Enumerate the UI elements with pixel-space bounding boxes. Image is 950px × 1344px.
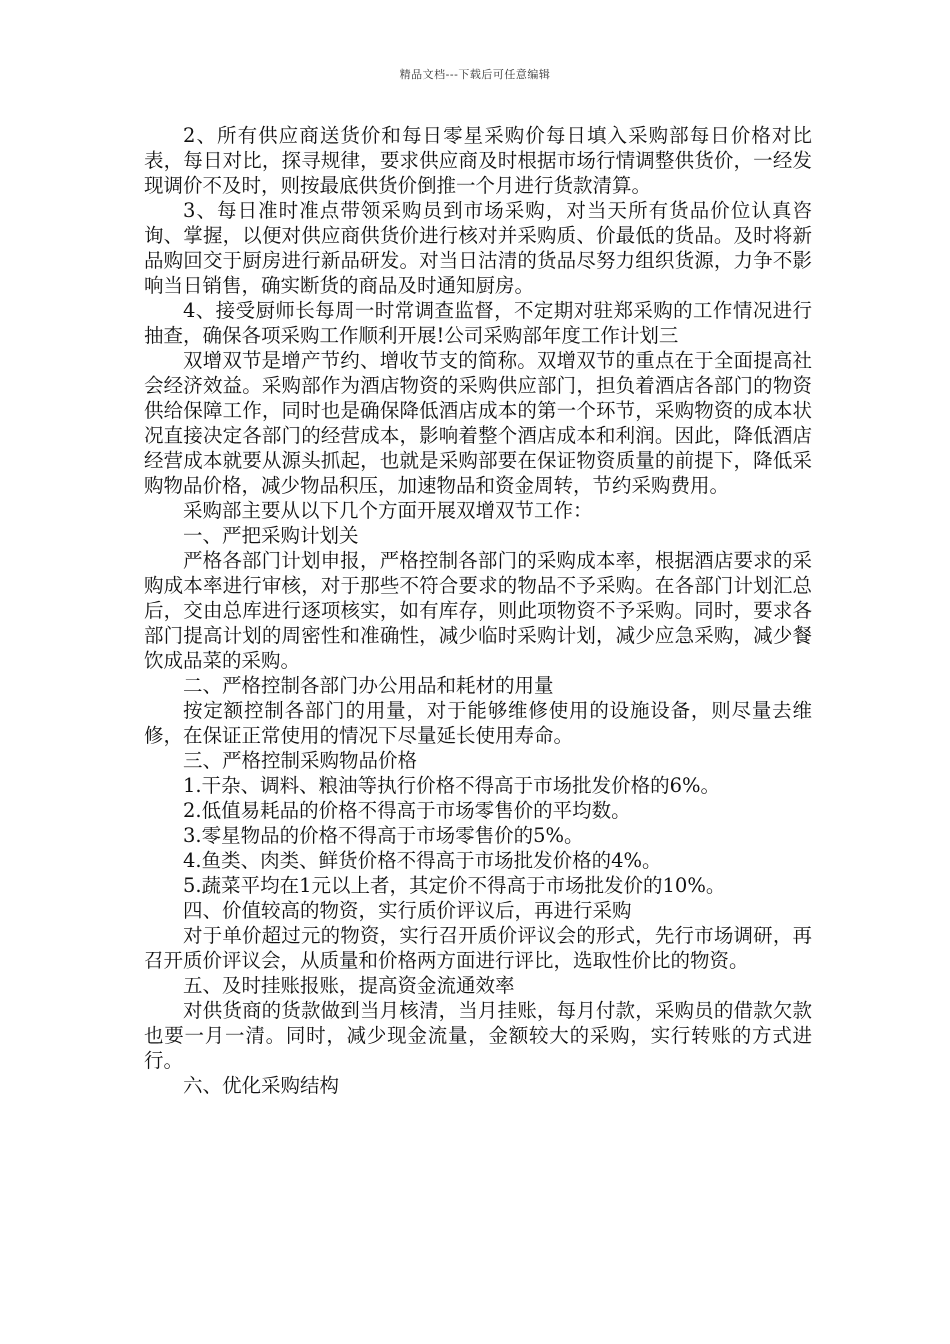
paragraph-chef-supervision: 4、接受厨师长每周一时常调查监督，不定期对驻郑采购的工作情况进行抽查，确保各项采购工作顺利开展!公司采购部年度工作计划三 (144, 299, 812, 347)
section-heading-5: 五、及时挂账报账，提高资金流通效率 (183, 974, 515, 997)
paragraph-work-aspects: 采购部主要从以下几个方面开展双增双节工作： (183, 499, 593, 522)
paragraph-quota-control: 按定额控制各部门的用量，对于能够维修使用的设施设备，则尽量去维修，在保证正常使用的情况下尽量延长使用寿命。 (144, 699, 812, 747)
list-item-price-rule-4: 4.鱼类、肉类、鲜货价格不得高于市场批发价格的4%。 (183, 849, 662, 872)
section-heading-3: 三、严格控制采购物品价格 (183, 749, 418, 772)
paragraph-plan-review: 严格各部门计划申报，严格控制各部门的采购成本率，根据酒店要求的采购成本率进行审核，对于那些不符合要求的物品不予采购。在各部门计划汇总后，交由总库进行逐项核实，如有库存，则此项物资不予采购。同时，要求各部门提高计划的周密性和准确性，减少临时采购计划，减少应急采购，减少餐饮成品菜的采购。 (144, 549, 812, 672)
paragraph-quality-price-review: 对于单价超过元的物资，实行召开质价评议会的形式，先行市场调研，再召开质价评议会，从质量和价格两方面进行评比，选取性价比的物资。 (144, 924, 812, 972)
section-heading-6: 六、优化采购结构 (183, 1074, 340, 1097)
section-heading-1: 一、严把采购计划关 (183, 524, 359, 547)
section-heading-2: 二、严格控制各部门办公用品和耗材的用量 (183, 674, 554, 697)
paragraph-supplier-price-comparison: 2、所有供应商送货价和每日零星采购价每日填入采购部每日价格对比表，每日对比，探寻规律，要求供应商及时根据市场行情调整供货价，一经发现调价不及时，则按最底供货价倒推一个月进行货款清算。 (144, 124, 812, 197)
document-body (144, 123, 812, 1098)
section-heading-4: 四、价值较高的物资，实行质价评议后，再进行采购 (183, 899, 632, 922)
paragraph-double-increase-intro: 双增双节是增产节约、增收节支的简称。双增双节的重点在于全面提高社会经济效益。采购部作为酒店物资的采购供应部门，担负着酒店各部门的物资供给保障工作，同时也是确保降低酒店成本的第一个环节，采购物资的成本状况直接决定各部门的经营成本，影响着整个酒店成本和利润。因此，降低酒店经营成本就要从源头抓起，也就是采购部要在保证物资质量的前提下，降低采购物品价格，减少物品积压，加速物品和资金周转，节约采购费用。 (144, 349, 812, 497)
list-item-price-rule-5: 5.蔬菜平均在1元以上者，其定价不得高于市场批发价的10%。 (183, 874, 726, 897)
paragraph-payment-settlement: 对供货商的货款做到当月核清，当月挂账，每月付款，采购员的借款欠款也要一月一清。同时，减少现金流量，金额较大的采购，实行转账的方式进行。 (144, 999, 812, 1072)
list-item-price-rule-2: 2.低值易耗品的价格不得高于市场零售价的平均数。 (183, 799, 631, 822)
page-header: 精品文档---下载后可任意编辑 (399, 68, 551, 81)
paragraph-daily-market-purchase: 3、每日准时准点带领采购员到市场采购，对当天所有货品价位认真咨询、掌握，以便对供应商供货价进行核对并采购质、价最低的货品。及时将新品购回交于厨房进行新品研发。对当日沽清的货品尽努力组织货源，力争不影响当日销售，确实断货的商品及时通知厨房。 (144, 199, 812, 297)
list-item-price-rule-1: 1.干杂、调料、粮油等执行价格不得高于市场批发价格的6%。 (183, 774, 721, 797)
list-item-price-rule-3: 3.零星物品的价格不得高于市场零售价的5%。 (183, 824, 584, 847)
